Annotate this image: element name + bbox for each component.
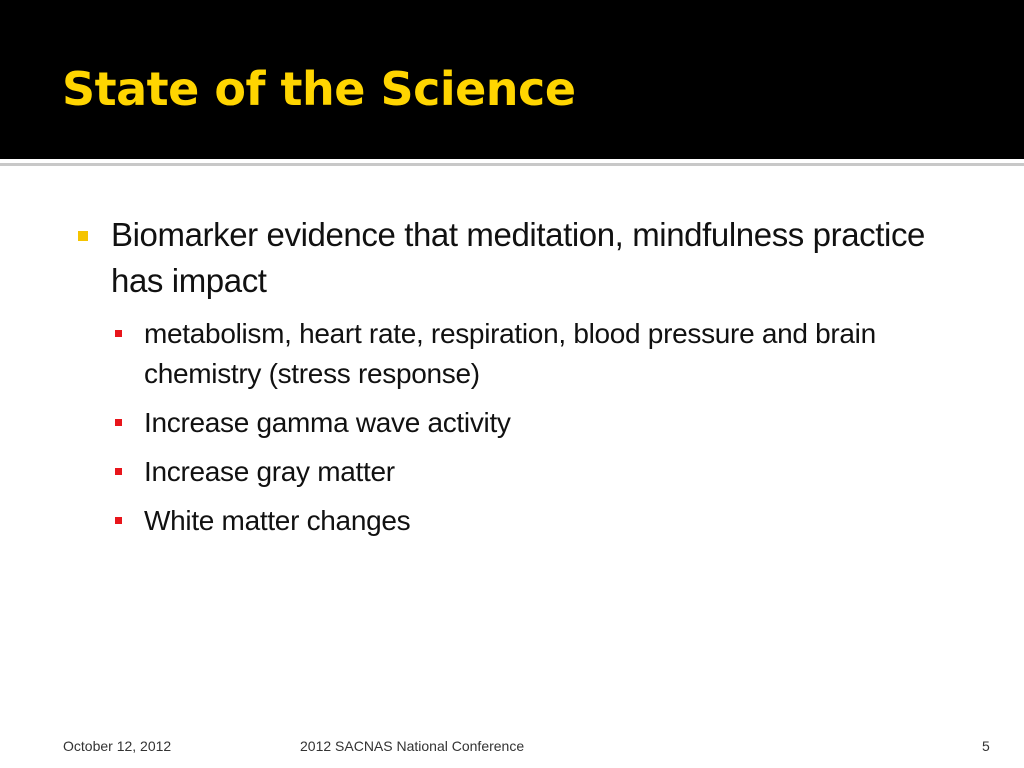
square-bullet-icon [115, 517, 122, 524]
sub-bullet-text: Increase gray matter [144, 456, 395, 487]
sub-bullet-text: White matter changes [144, 505, 411, 536]
bullet-level-2 [111, 501, 958, 541]
square-bullet-icon [78, 231, 88, 241]
square-bullet-icon [115, 419, 122, 426]
title-divider [0, 163, 1024, 166]
bullet-level-2 [111, 403, 958, 443]
square-bullet-icon [115, 468, 122, 475]
bullet-level-2 [111, 452, 958, 492]
sub-bullet-list [78, 314, 958, 541]
footer-conference: 2012 SACNAS National Conference [300, 738, 525, 754]
bullet-level-2 [111, 314, 958, 394]
bullet-text: Biomarker evidence that meditation, mindfulness practice has impact [111, 216, 926, 299]
square-bullet-icon [115, 330, 122, 337]
sub-bullet-text: metabolism, heart rate, respiration, blood pressure and brain chemistry (stress response) [144, 318, 876, 389]
footer-date: October 12, 2012 [63, 738, 172, 754]
page-number: 5 [982, 738, 990, 754]
sub-bullet-text: Increase gamma wave activity [144, 407, 511, 438]
bullet-level-1 [78, 212, 958, 304]
slide-title: State of the Science [62, 62, 576, 116]
slide-body [78, 212, 958, 550]
